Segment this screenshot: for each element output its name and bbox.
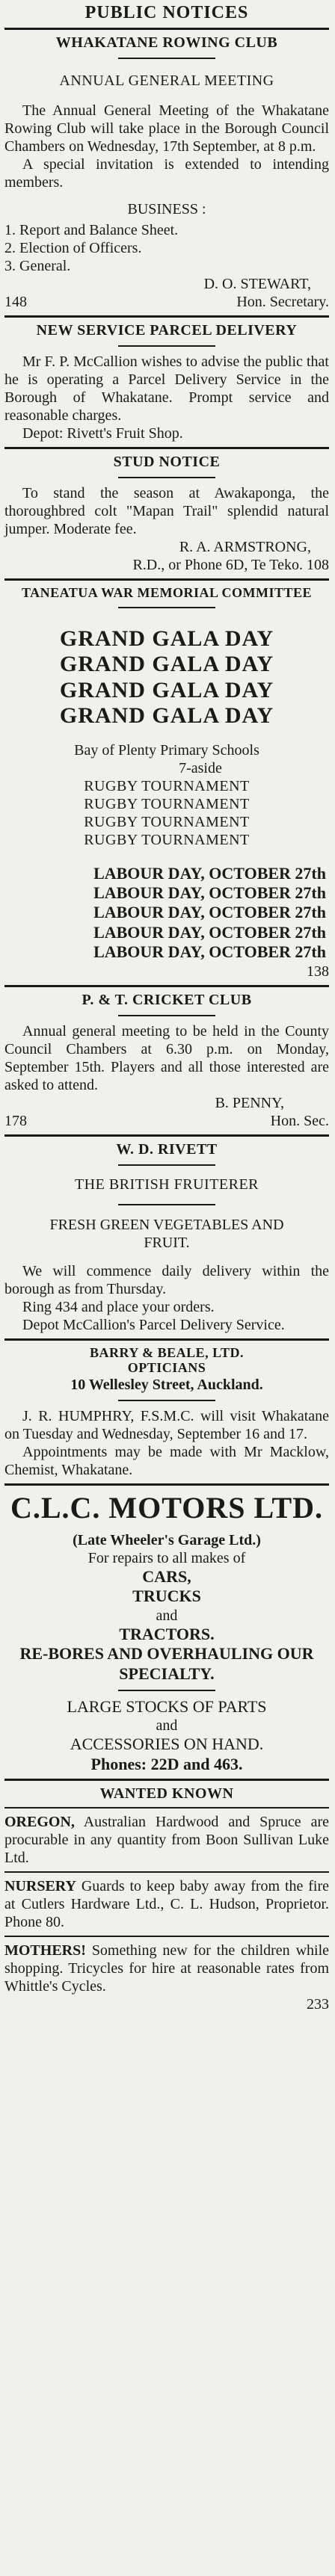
signer-role: Hon. Sec. [270,1112,329,1129]
notice-title: WANTED KNOWN [99,1785,234,1803]
divider [4,1483,329,1486]
signoff-row [4,1112,329,1130]
and-line: and [156,1717,178,1735]
entry-body: Guards to keep baby away from the fire at Cutlers Hardware Ltd., C. L. Hudson, Proprietor. Phone 80. [4,1878,330,1931]
gala-line: GRAND GALA DAY [59,703,274,729]
notice-parcel-delivery [4,322,329,442]
fresh-line: FRESH GREEN VEGETABLES AND FRUIT. [49,1216,284,1251]
gala-line: GRAND GALA DAY [59,626,274,651]
notice-barry-beale [4,1345,329,1479]
agenda-list [4,221,329,275]
trucks-line: TRUCKS [132,1587,201,1606]
divider [118,607,215,608]
notice-title: W. D. RIVETT [116,1140,218,1158]
rugby-line: RUGBY TOURNAMENT [84,831,250,848]
labour-day-line: LABOUR DAY, OCTOBER 27th [93,883,326,903]
divider [118,345,215,347]
notice-rowing-club [4,34,329,311]
divider [4,1807,329,1809]
divider [4,1338,329,1341]
notice-appointments: Appointments may be made with Mr Macklow, Chemist, Whakatane. [4,1444,329,1479]
labour-day-line: LABOUR DAY, OCTOBER 27th [93,922,326,942]
agenda-item: 3. General. [4,258,71,274]
divider [4,1779,329,1781]
rugby-line: RUGBY TOURNAMENT [84,777,250,794]
oregon-entry [4,1813,329,1867]
notice-title: C.L.C. MOTORS LTD. [10,1491,324,1525]
accessories-line: ACCESSORIES ON HAND. [70,1735,264,1754]
notice-title: TANEATUA WAR MEMORIAL COMMITTEE [21,585,313,600]
notice-title: P. & T. CRICKET CLUB [82,991,252,1008]
divider [4,1134,329,1137]
notice-depot: Depot: Rivett's Fruit Shop. [22,425,183,442]
gala-line: GRAND GALA DAY [59,677,274,702]
divider [118,1164,215,1166]
notice-body: Mr F. P. McCallion wishes to advise the public that he is operating a Parcel Delivery Service in the Borough of Whakatane. Prompt service and reasonable charges. [4,353,329,424]
labour-day-line: LABOUR DAY, OCTOBER 27th [93,942,326,962]
address-line: 10 Wellesley Street, Auckland. [70,1377,263,1394]
ref-number: 148 [4,294,27,310]
signer: R. A. ARMSTRONG, [179,539,311,555]
entry-lead: MOTHERS! [4,1942,86,1959]
entry-body: Australian Hardwood and Spruce are procurable in any quantity from Boon Sullivan Luke Ltd. [4,1814,329,1867]
divider [4,447,329,449]
divider [118,1204,215,1205]
ref-number: 178 [4,1112,27,1129]
stocks-line: LARGE STOCKS OF PARTS [67,1696,267,1716]
notice-body: We will commence daily delivery within the borough as from Thursday. [4,1262,329,1297]
labour-day-line: LABOUR DAY, OCTOBER 27th [93,863,326,883]
agenda-item: 2. Election of Officers. [4,240,142,256]
page-masthead: PUBLIC NOTICES [84,3,249,22]
notice-ring: Ring 434 and place your orders. [22,1298,215,1315]
mothers-entry [4,1942,329,1995]
rugby-line: RUGBY TOURNAMENT [84,795,250,812]
notice-stud [4,454,329,574]
signer: B. PENNY, [215,1094,284,1111]
late-line: (Late Wheeler's Garage Ltd.) [73,1532,261,1549]
divider [4,315,329,318]
signer-role: Hon. Secretary. [236,294,329,310]
phones-line: Phones: 22D and 463. [90,1754,243,1773]
rebores-line: RE-BORES AND OVERHAULING OUR SPECIALTY. [19,1644,314,1683]
tractors-line: TRACTORS. [119,1624,215,1643]
ref-number: 233 [307,1996,329,2013]
notice-title: BARRY & BEALE, LTD. [89,1344,245,1360]
divider [4,1936,329,1937]
divider [4,28,329,30]
notice-body: To stand the season at Awakaponga, the thoroughbred colt "Mapan Trail" splendid natural jumper. Moderate fee. [4,485,329,537]
notice-body: Annual general meeting to be held in the County Council Chambers at 6.30 p.m. on Monday, September 15th. Players and all those interested are asked to attend. [4,1022,329,1093]
divider [4,1871,329,1873]
and-line: and [156,1607,178,1624]
divider [118,1400,215,1401]
entry-lead: NURSERY [4,1878,76,1895]
divider [4,985,329,987]
divider [118,1015,215,1016]
entry-body: Something new for the children while shopping. Tricycles for hire at reasonable rates from Whittle's Cycles. [4,1942,329,1995]
ref-number: 138 [307,963,329,980]
labour-day-line: LABOUR DAY, OCTOBER 27th [93,903,326,922]
divider [118,1690,215,1691]
divider [118,58,215,59]
notice-depot: Depot McCallion's Parcel Delivery Service. [22,1316,285,1333]
notice-invite: A special invitation is extended to intending members. [4,156,329,191]
notice-wanted-known [4,1785,329,2013]
opticians-label: OPTICIANS [127,1360,206,1376]
nursery-entry [4,1877,329,1931]
rugby-line: RUGBY TOURNAMENT [84,813,250,830]
business-label: BUSINESS : [127,201,206,217]
gala-line: GRAND GALA DAY [59,652,274,677]
notice-body: J. R. HUMPHRY, F.S.M.C. will visit Whakatane on Tuesday and Wednesday, September 16 and 17. [4,1408,329,1443]
agenda-item: 1. Report and Balance Sheet. [4,222,179,238]
notice-cricket-club [4,992,329,1130]
notice-body: The Annual General Meeting of the Whakatane Rowing Club will take place in the Borough Council Chambers on Wednesday, 17th September, at 8 p.m. [4,102,329,155]
schools-line: Bay of Plenty Primary Schools [74,741,259,759]
notice-title: STUD NOTICE [113,454,221,470]
notice-clc-motors [4,1490,329,1774]
notice-title: NEW SERVICE PARCEL DELIVERY [36,322,298,339]
notice-subtitle: ANNUAL GENERAL MEETING [59,72,274,89]
repairs-line: For repairs to all makes of [87,1550,246,1567]
signoff-row [4,293,329,311]
signer-contact: R.D., or Phone 6D, Te Teko. 108 [132,557,329,573]
notice-subtitle: THE BRITISH FRUITERER [74,1176,259,1193]
notice-taneatua-gala [4,585,329,980]
signer: D. O. STEWART, [203,276,311,292]
entry-lead: OREGON, [4,1814,75,1831]
aside-line: 7-aside [179,759,222,776]
cars-line: CARS, [142,1567,191,1587]
notice-rivett [4,1141,329,1334]
divider [118,477,215,478]
divider [4,578,329,581]
notice-title: WHAKATANE ROWING CLUB [55,34,278,51]
